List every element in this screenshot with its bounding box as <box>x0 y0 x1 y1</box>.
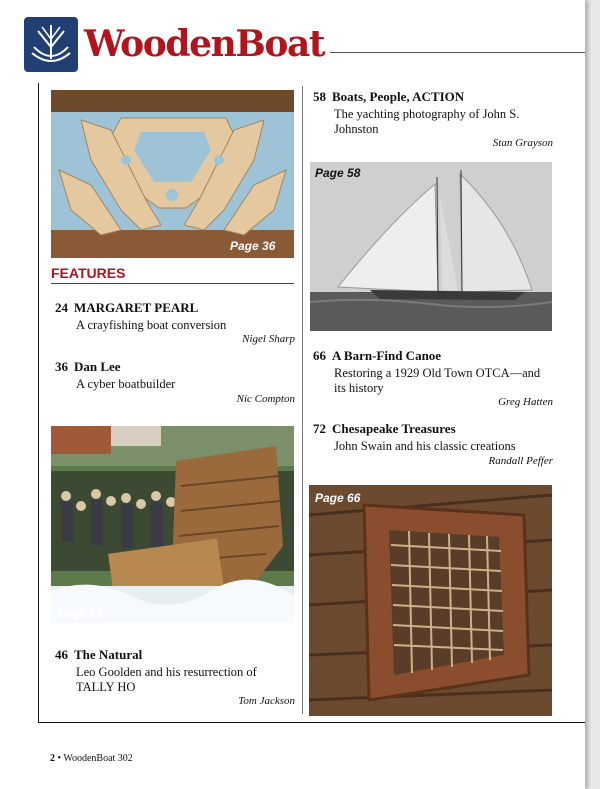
page-number: 2 <box>50 753 55 764</box>
article-description: John Swain and his classic creations <box>334 439 516 453</box>
publication-issue: WoodenBoat 302 <box>63 753 133 764</box>
features-heading: FEATURES <box>51 265 126 281</box>
article-title: Boats, People, ACTION <box>332 89 465 104</box>
article-46[interactable] <box>55 647 295 707</box>
page-66-label: Page 66 <box>315 491 361 505</box>
article-number: 58 <box>313 89 326 104</box>
article-author: Greg Hatten <box>498 396 553 408</box>
article-description: Restoring a 1929 Old Town OTCA—and its history <box>334 366 541 395</box>
masthead-rule <box>330 52 585 53</box>
article-author: Stan Grayson <box>492 137 553 149</box>
article-author: Nigel Sharp <box>242 333 295 345</box>
column-divider <box>302 86 303 714</box>
article-title: MARGARET PEARL <box>74 300 199 315</box>
article-description: Leo Goolden and his resurrection of TALLY HO <box>76 665 257 694</box>
photo-boat-launch <box>51 426 294 623</box>
page-58-label: Page 58 <box>315 166 361 180</box>
photo-boat-frames <box>51 90 294 258</box>
article-author: Randall Peffer <box>488 455 553 467</box>
article-title: The Natural <box>74 647 143 662</box>
logo-icon <box>24 17 78 72</box>
frame-left-border <box>38 83 39 723</box>
article-title: Dan Lee <box>74 359 121 374</box>
article-description: A cyber boatbuilder <box>76 377 176 391</box>
article-author: Tom Jackson <box>238 695 295 707</box>
article-number: 36 <box>55 359 68 374</box>
features-rule <box>51 283 294 284</box>
article-description: The yachting photography of John S. Johnston <box>334 107 520 136</box>
photo-canoe-seat <box>309 485 552 716</box>
article-66[interactable] <box>313 348 553 408</box>
article-72[interactable] <box>313 421 553 467</box>
page-footer <box>50 753 133 764</box>
article-36[interactable] <box>55 359 295 405</box>
article-author: Nic Compton <box>236 393 295 405</box>
footer-bullet: • <box>57 753 62 764</box>
photo-schooner <box>310 162 552 331</box>
masthead-title: WoodenBoat <box>84 23 325 65</box>
article-description: A crayfishing boat conversion <box>76 318 227 332</box>
article-58[interactable] <box>313 89 553 149</box>
frame-bottom-border <box>38 722 585 723</box>
article-title: Chesapeake Treasures <box>332 421 456 436</box>
article-title: A Barn-Find Canoe <box>332 348 442 363</box>
article-number: 46 <box>55 647 68 662</box>
article-24[interactable] <box>55 300 295 345</box>
page-72-label: Page 72 <box>57 606 103 620</box>
page-36-label: Page 36 <box>230 239 276 253</box>
article-number: 72 <box>313 421 326 436</box>
article-number: 66 <box>313 348 326 363</box>
article-number: 24 <box>55 300 68 315</box>
